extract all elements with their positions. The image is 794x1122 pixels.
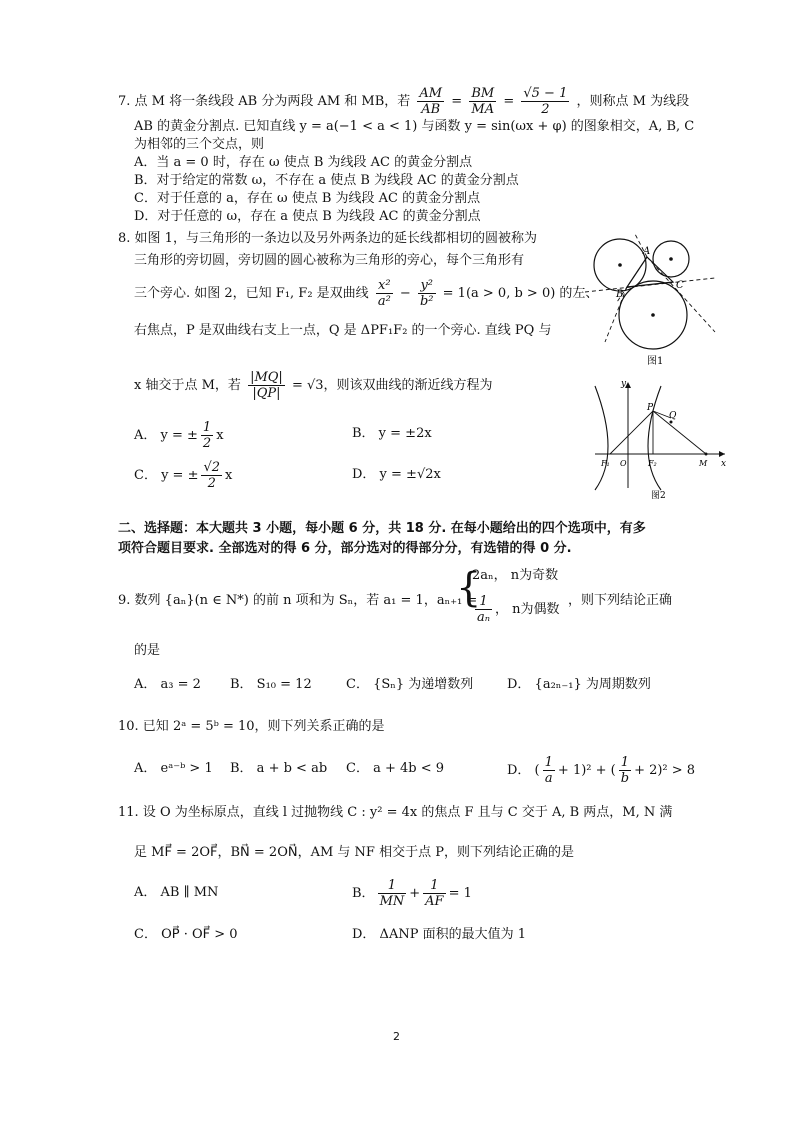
q9-option-d: D． {a₂ₙ₋₁} 为周期数列 [507,677,651,692]
q10-option-d [507,755,695,786]
fig2-label-p: P [647,403,654,413]
q8-optC-pre: C． y = ± [134,468,199,483]
q8-optA-pre: A． y = ± [134,428,198,443]
q9-case-even-frac [475,594,492,625]
q11-optB-den2: AF [425,894,444,909]
q10-option-b: B． a + b < ab [230,761,328,776]
q8-optA-post: x [216,428,224,443]
q8-optC-den: 2 [207,476,216,491]
q8-line1: 8. 如图 1，与三角形的一条边以及另外两条边的延长线都相切的圆被称为 [118,231,537,246]
q8-fm-num: |MQ| [250,370,283,385]
q11-option-d: D． ΔANP 面积的最大值为 1 [352,927,526,942]
q7-option-d: D．对于任意的 ω，存在 a 使点 B 为线段 AC 的黄金分割点 [134,209,481,224]
fig1-right-center [669,257,673,261]
fig1-label-b: B [616,289,624,300]
q10-optD-frac2 [619,755,631,786]
q8-frac-y2-b2 [418,278,436,309]
fig1-label-c: C [676,280,684,291]
q7-frac2-num: BM [471,86,495,101]
fig1-bottom-center [651,313,655,317]
q10-optD-num2: 1 [619,755,631,771]
fig1-label-a: A [643,246,651,257]
q8-line3-tail: = 1(a > 0, b > 0) 的左、 [442,286,599,301]
q8-line4: 右焦点，P 是双曲线右支上一点，Q 是 ΔPF₁F₂ 的一个旁心. 直线 PQ 与 [134,323,552,338]
q11-optB-plus: + [409,886,421,901]
q8-optA-frac [201,420,213,451]
q11-option-a: A． AB ∥ MN [134,885,219,900]
q7-line1-tail: ，则称点 M 为线段 [576,94,690,109]
q9-line2: 的是 [134,643,161,658]
q8-option-a [134,420,224,451]
fig2-label-q: Q [669,411,677,421]
q7-option-c: C．对于任意的 a，存在 ω 使点 B 为线段 AC 的黄金分割点 [134,191,481,206]
q8-line2: 三角形的旁切圆，旁切圆的圆心被称为三角形的旁心，每个三角形有 [134,253,525,268]
q7-line1-text: 7. 点 M 将一条线段 AB 分为两段 AM 和 MB，若 [118,94,411,109]
q9-line1-tail: ，则下列结论正确 [568,593,673,608]
fig2-right-branch [648,386,661,490]
q11-optB-frac2 [423,878,445,909]
q8-line5-text: x 轴交于点 M，若 [134,378,241,393]
q7-option-b: B．对于给定的常数 ω，不存在 a 使点 B 为线段 AC 的黄金分割点 [134,173,519,188]
figure-1-excircles [585,232,725,382]
fig2-line-pq [653,411,706,454]
q8-option-c [134,460,232,491]
q10-optD-pre: D． ( [507,763,540,778]
q10-optD-post: + 2)² > 8 [634,763,696,778]
fig1-left-center [618,263,622,267]
q10-optD-den2: b [620,771,630,786]
q8-option-d: D． y = ±√2x [352,467,441,482]
q8-fy-num: y² [418,278,436,294]
q8-fx-den: a² [377,294,391,309]
q9-case2-den: aₙ [477,610,491,625]
q11-option-b [352,878,472,909]
q9-line1-text: 9. 数列 {aₙ}(n ∈ N*) 的前 n 项和为 Sₙ，若 a₁ = 1，aₙ₊₁ = [118,593,478,608]
q8-optC-num: √2 [203,460,221,475]
fig2-label-f2: F₂ [648,459,657,468]
fig1-triangle [627,257,673,287]
q7-frac1-num: AM [419,86,443,101]
q9-case2-text: ， n为偶数 [495,602,560,617]
q7-frac3-den: 2 [541,102,550,117]
fig2-x-arrow [719,451,725,457]
q10-optD-frac1 [543,755,555,786]
q8-fm-den: |QP| [252,386,281,401]
q8-frac-mq-qp [248,370,285,401]
fig2-label-x: x [721,459,727,469]
fig1-ext-bc [585,278,715,292]
q10-optD-mid: + 1)² + ( [557,763,616,778]
q9-case2-num: 1 [475,594,492,610]
q8-frac-x2-a2 [376,278,393,309]
q9-case-even [472,594,560,625]
page-number: 2 [393,1030,400,1043]
q7-frac1-den: AB [421,102,441,117]
q9-option-a: A． a₃ = 2 [134,677,201,692]
q7-line1 [118,86,689,117]
q8-line5-tail: = √3，则该双曲线的渐近线方程为 [291,378,493,393]
q7-option-a: A．当 a = 0 时，存在 ω 使点 B 为线段 AC 的黄金分割点 [134,155,473,170]
q7-frac-bm-ma [469,86,496,117]
q8-line3-text: 三个旁心. 如图 2，已知 F₁, F₂ 是双曲线 [134,286,369,301]
q8-fy-den: b² [419,294,434,309]
q10-optD-num1: 1 [544,755,553,770]
q9-option-c: C． {Sₙ} 为递增数列 [346,677,474,692]
figure-2-hyperbola [585,378,730,503]
q7-frac3-num: √5 − 1 [523,86,568,101]
q7-line3: 为相邻的三个交点，则 [134,137,265,152]
section2-line1: 二、选择题：本大题共 3 小题，每小题 6 分，共 18 分. 在每小题给出的四个选项中，有多 [118,521,646,536]
q10-option-a: A． eᵃ⁻ᵇ > 1 [134,761,213,776]
fig2-point-m [705,453,708,456]
q11-option-c: C． OP⃗ · OF⃗ > 0 [134,927,238,942]
q11-line2: 足 MF⃗ = 2OF⃗，BN⃗ = 2ON⃗，AM 与 NF 相交于点 P，则下列结论正确的是 [134,845,574,860]
q11-line1: 11. 设 O 为坐标原点，直线 l 过抛物线 C : y² = 4x 的焦点 F 且与 C 交于 A, B 两点，M, N 满 [118,805,673,820]
q10-option-c: C． a + 4b < 9 [346,761,445,776]
fig2-label-m: M [699,459,708,468]
q8-line3 [134,278,598,309]
fig2-label-y: y [621,379,627,389]
q7-frac2-den: MA [471,102,495,117]
q8-optA-den: 2 [202,436,212,451]
section2-line2: 项符合题目要求. 全部选对的得 6 分，部分选对的得部分分，有选错的得 0 分. [118,541,572,556]
q7-eq2: = [503,94,515,109]
q7-frac-golden [521,86,569,117]
q8-optC-frac [201,460,222,491]
q9-case-odd: 2aₙ， n为奇数 [472,568,559,583]
q7-frac-am-ab [417,86,444,117]
fig2-label-o: O [620,459,627,468]
fig2-label-f1: F₁ [601,459,610,468]
q11-optB-post: = 1 [448,886,472,901]
q10-optD-den1: a [544,771,553,786]
q10-line1: 10. 已知 2ᵃ = 5ᵇ = 10，则下列关系正确的是 [118,719,385,734]
fig1-caption: 图1 [647,356,664,367]
fig2-caption: 图2 [651,491,666,501]
q8-minus: − [399,286,411,301]
fig1-ext-ac [647,257,715,332]
fig2-triangle-pf1f2 [610,411,653,454]
q8-option-b: B． y = ±2x [352,426,432,441]
q9-piecewise-brace: { [456,565,482,611]
q8-optA-num: 1 [202,420,212,435]
fig2-left-branch [595,386,608,490]
q8-line5 [134,370,493,401]
q7-eq1: = [451,94,463,109]
q8-fx-num: x² [376,278,393,294]
q11-optB-label: B． [352,886,375,901]
q11-optB-den1: MN [379,894,405,909]
q11-optB-num1: 1 [378,878,407,894]
q9-option-b: B． S₁₀ = 12 [230,677,312,692]
q7-line2: AB 的黄金分割点. 已知直线 y = a(−1 < a < 1) 与函数 y = sin(ωx + φ) 的图象相交，A, B, C [134,119,695,134]
q11-optB-num2: 1 [423,878,445,894]
q11-optB-frac1 [378,878,407,909]
q8-optC-post: x [225,468,233,483]
